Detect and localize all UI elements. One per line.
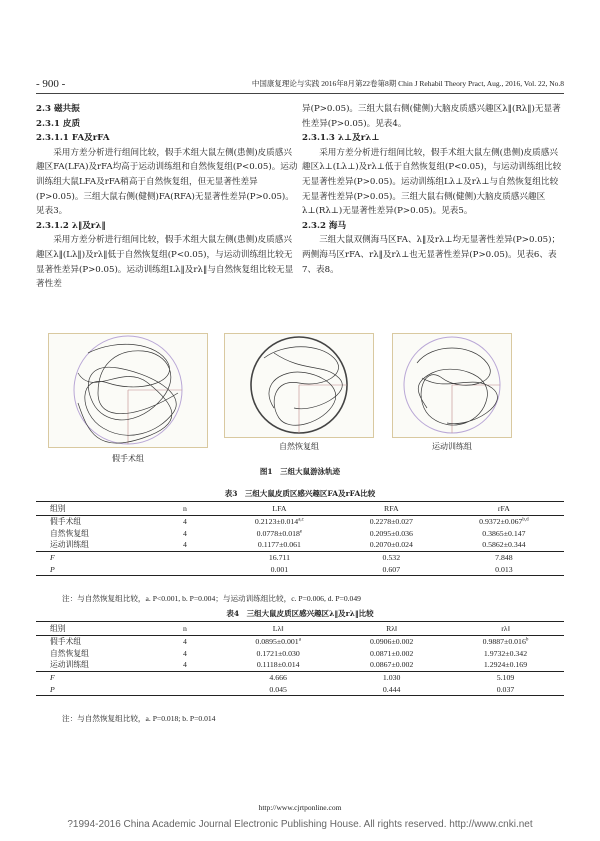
cell: 5.109: [447, 671, 564, 683]
table-row: [36, 528, 564, 540]
cell: 0.0871±0.002: [370, 648, 414, 658]
table-row: [36, 683, 564, 695]
table3-title: 表3 三组大鼠皮质区感兴趣区FA及rFA比较: [224, 489, 376, 498]
cell: 0.444: [336, 683, 447, 695]
col-header: Lλ‖: [220, 622, 336, 636]
section-heading: 2.3.1.3 λ⊥及rλ⊥: [302, 133, 380, 144]
cell: 0.0895±0.001$^a$: [255, 637, 301, 647]
table3: [36, 501, 564, 576]
header-rule: [36, 93, 564, 94]
cell: 0.0867±0.002: [370, 660, 414, 670]
footer-copyright: ?1994-2016 China Academic Journal Electronic Publishing House. All rights reserved. http://www.cnki.net: [67, 819, 533, 830]
cell: 假手术组: [50, 637, 82, 647]
figure-sham-track: [48, 333, 208, 463]
figure-label-sham: 假手术组: [112, 454, 144, 463]
figure-caption: 图1 三组大鼠游泳轨迹: [259, 467, 341, 476]
cell: 0.5862±0.344: [482, 540, 526, 550]
table-row: [36, 648, 564, 660]
cell: 1.9732±0.342: [483, 648, 528, 658]
cell: 0.2278±0.027: [369, 517, 413, 527]
cell: 4: [183, 637, 187, 647]
cell: 自然恢复组: [50, 648, 89, 658]
section-heading: 2.3 磁共振: [36, 104, 80, 114]
col-header: rλ‖: [447, 622, 564, 636]
paragraph: 采用方差分析进行组间比较，假手术组大鼠左侧(患侧)皮质感兴趣区FA(LFA)及rFA均高于运动训练组和自然恢复组(P<0.05)。运动训练组大鼠LFA及rFA稍高于自然恢复组，但无显著性差异(P>0.05)。三组大鼠右侧(健侧)FA(RFA)无显著性差异(P>0.05)。见表3。: [36, 147, 298, 217]
cell: 0.037: [447, 683, 564, 695]
cell: 0.532: [339, 551, 444, 563]
figure-natural-recovery-track: [224, 333, 374, 451]
cell: 0.045: [220, 683, 336, 695]
cell: 4: [183, 648, 187, 658]
paragraph: 采用方差分析进行组间比较，假手术组大鼠左侧(患侧)皮质感兴趣区λ⊥(Lλ⊥)及rλ⊥低于自然恢复组(P<0.05)，与运动训练组比较无显著性差异(P>0.05)。运动训练组Lλ⊥及rλ⊥与自然恢复组比较无显著性差异(P>0.05)。三组大鼠右侧(健侧)大脑皮质感兴趣区λ⊥(Rλ⊥)无显著性差异(P>0.05)。见表5。: [302, 147, 562, 217]
right-column: [302, 102, 564, 277]
cell: 0.013: [444, 563, 564, 575]
section-heading: 2.3.2 海马: [302, 220, 347, 231]
cell: [150, 683, 220, 695]
cell: 4.666: [220, 671, 336, 683]
cell: 假手术组: [50, 517, 82, 527]
table-row: [36, 659, 564, 671]
cell: 16.711: [220, 551, 339, 563]
table-row: [36, 563, 564, 575]
cell: 1.030: [336, 671, 447, 683]
table-row: [36, 516, 564, 528]
cell: P: [36, 683, 150, 695]
section-heading: 2.3.1.2 λ‖及rλ‖: [36, 220, 106, 231]
cell: F: [36, 671, 150, 683]
paragraph: 采用方差分析进行组间比较，假手术组大鼠左侧(患侧)皮质感兴趣区λ‖(Lλ‖)及rλ‖低于自然恢复组(P<0.05)，与运动训练组比较无显著性差异(P>0.05)。运动训练组Lλ‖及rλ‖与自然恢复组比较无显著性差: [36, 235, 294, 290]
table4-title: 表4 三组大鼠皮质区感兴趣区λ‖及rλ‖比较: [226, 609, 374, 618]
cell: 7.848: [444, 551, 564, 563]
cell: 0.1177±0.061: [257, 540, 301, 550]
cell: 运动训练组: [50, 660, 89, 670]
cell: 0.3865±0.147: [482, 528, 526, 538]
table4-note: 注：与自然恢复组比较，a. P=0.018; b. P=0.014: [62, 714, 216, 723]
paragraph: 异(P>0.05)。三组大鼠右侧(健侧)大脑皮质感兴趣区λ‖(Rλ‖)无显著性差异(P>0.05)。见表4。: [302, 104, 561, 129]
cell: [150, 563, 220, 575]
col-header: 组别: [36, 622, 150, 636]
table-row: [36, 539, 564, 551]
col-header: RFA: [339, 502, 444, 516]
cell: $0.2123\pm 0.014^{a,c}$: [254, 517, 304, 527]
section-heading: 2.3.1.1 FA及rFA: [36, 133, 110, 144]
cell: 0.9887±0.016$^b$: [482, 637, 529, 647]
figure-exercise-track: [392, 333, 512, 451]
table-row: [36, 671, 564, 683]
cell: 0.1118±0.014: [256, 660, 300, 670]
left-column: [36, 102, 298, 292]
cell: 0.607: [339, 563, 444, 575]
cell: 4: [183, 528, 187, 538]
cell: [150, 671, 220, 683]
cell: 0.001: [220, 563, 339, 575]
page-number: - 900 -: [36, 78, 66, 90]
table-row: [36, 551, 564, 563]
cell: 运动训练组: [50, 540, 89, 550]
footer-url[interactable]: http://www.cjrtponline.com: [258, 803, 342, 812]
cell: 0.1721±0.030: [256, 648, 300, 658]
table3-note: 注：与自然恢复组比较，a. P<0.001, b. P=0.004；与运动训练组比较，c. P=0.006, d. P=0.049: [62, 594, 361, 603]
cell: 0.0778±0.018$^e$: [256, 528, 303, 538]
cell: 0.0906±0.002: [370, 637, 414, 647]
col-header: Rλ‖: [336, 622, 447, 636]
col-header: n: [150, 622, 220, 636]
section-heading: 2.3.1 皮质: [36, 118, 81, 129]
cell: F: [36, 551, 150, 563]
col-header: n: [150, 502, 220, 516]
cell: 1.2924±0.169: [483, 660, 528, 670]
figure-label-natural: 自然恢复组: [279, 442, 319, 451]
col-header: rFA: [444, 502, 564, 516]
col-header: LFA: [220, 502, 339, 516]
journal-header: 中国康复理论与实践 2016年8月第22卷第8期 Chin J Rehabil Theory Pract, Aug., 2016, Vol. 22, No.8: [251, 79, 564, 88]
cell: 4: [183, 660, 187, 670]
cell: 4: [183, 540, 187, 550]
table4: [36, 621, 564, 696]
cell: P: [36, 563, 150, 575]
cell: 自然恢复组: [50, 528, 89, 538]
cell: 4: [183, 517, 187, 527]
col-header: 组别: [36, 502, 150, 516]
figure-label-exercise: 运动训练组: [432, 442, 472, 451]
table-row: [36, 636, 564, 648]
cell: [150, 551, 220, 563]
paragraph: 三组大鼠双侧海马区FA、λ‖及rλ⊥均无显著性差异(P>0.05)；两侧海马区rFA、rλ‖及rλ⊥也无显著性差异(P>0.05)。见表6、表7、表8。: [302, 235, 561, 275]
cell: 0.2095±0.036: [369, 528, 413, 538]
cell: 0.2070±0.024: [369, 540, 413, 550]
cell: $0.9372\pm 0.067^{b,d}$: [479, 517, 529, 527]
